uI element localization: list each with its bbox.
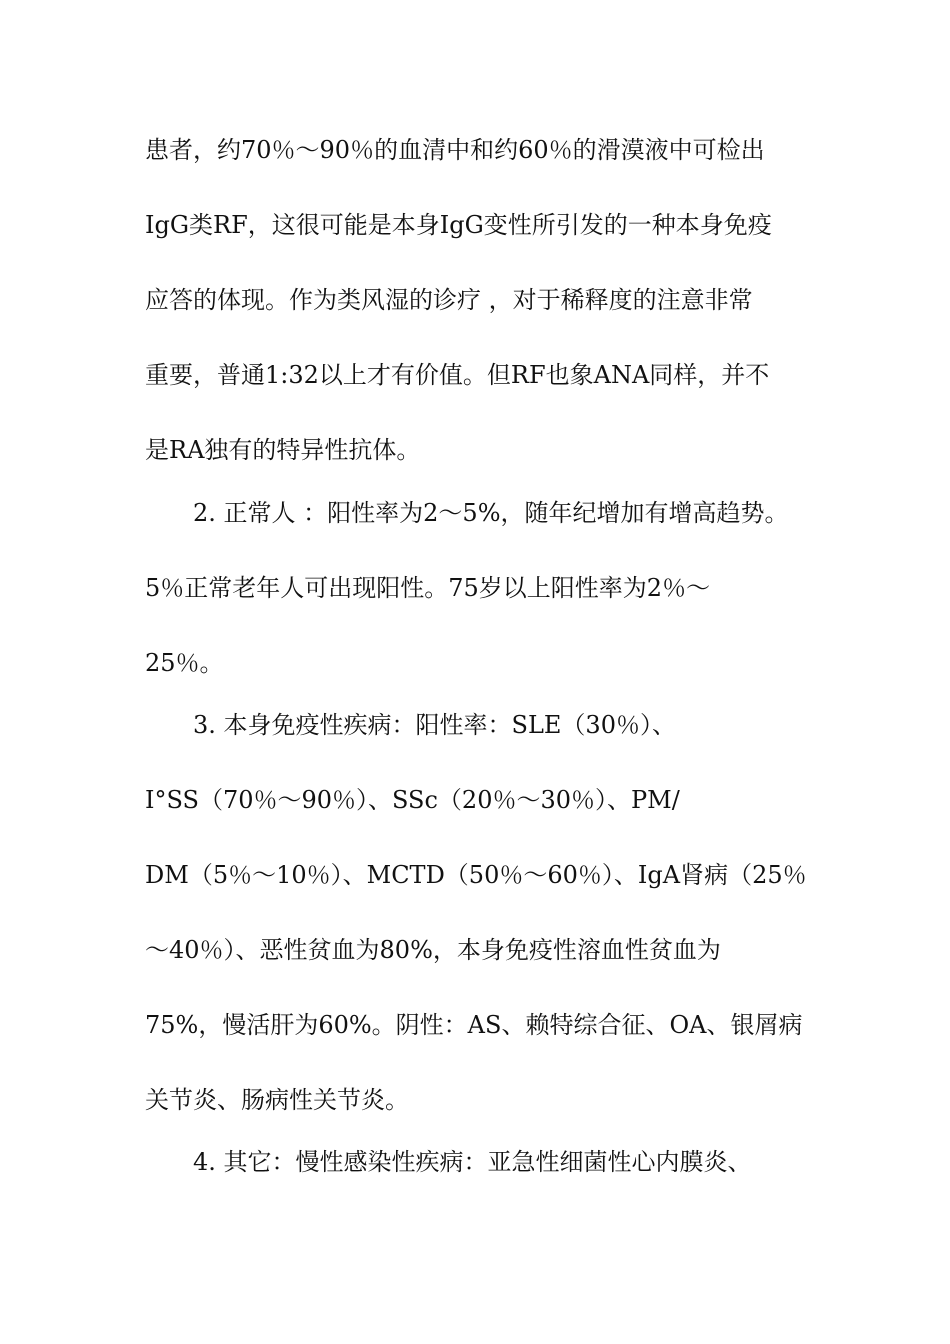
text-line: 应答的体现。作为类风湿的诊疗 ，对于稀释度的注意非常	[145, 286, 753, 314]
text-line: 患者，约70％～90％的血清中和约60％的滑漠液中可检出	[145, 136, 765, 164]
text-line: 25％。	[145, 649, 224, 677]
text-line: Ⅰ°SS（70％～90％）、SSc（20％～30％）、PM/	[145, 786, 680, 814]
text-line: 75%，慢活肝为60%。阴性：AS、赖特综合征、OA、银屑病	[145, 1011, 803, 1039]
paragraph-4-first-line: 4. 其它：慢性感染性疾病：亚急性细菌性心内膜炎、	[193, 1148, 752, 1176]
paragraph-3-first-line: 3. 本身免疫性疾病：阳性率：SLE（30％）、	[193, 711, 676, 739]
text-line: 重要，普通1:32以上才有价值。但RF也象ANA同样，并不	[145, 361, 770, 389]
text-line: 是RA独有的特异性抗体。	[145, 436, 421, 464]
text-line: IgG类RF，这很可能是本身IgG变性所引发的一种本身免疫	[145, 211, 772, 239]
text-line: 关节炎、肠病性关节炎。	[145, 1086, 409, 1114]
text-line: DM（5％～10％）、MCTD（50％～60％）、IgA肾病（25％	[145, 861, 807, 889]
paragraph-2-first-line: 2. 正常人 ：阳性率为2～5%，随年纪增加有增高趋势。	[193, 499, 789, 527]
text-line: 5％正常老年人可出现阳性。75岁以上阳性率为2％～	[145, 574, 711, 602]
text-line: ～40％）、恶性贫血为80%，本身免疫性溶血性贫血为	[145, 936, 721, 964]
